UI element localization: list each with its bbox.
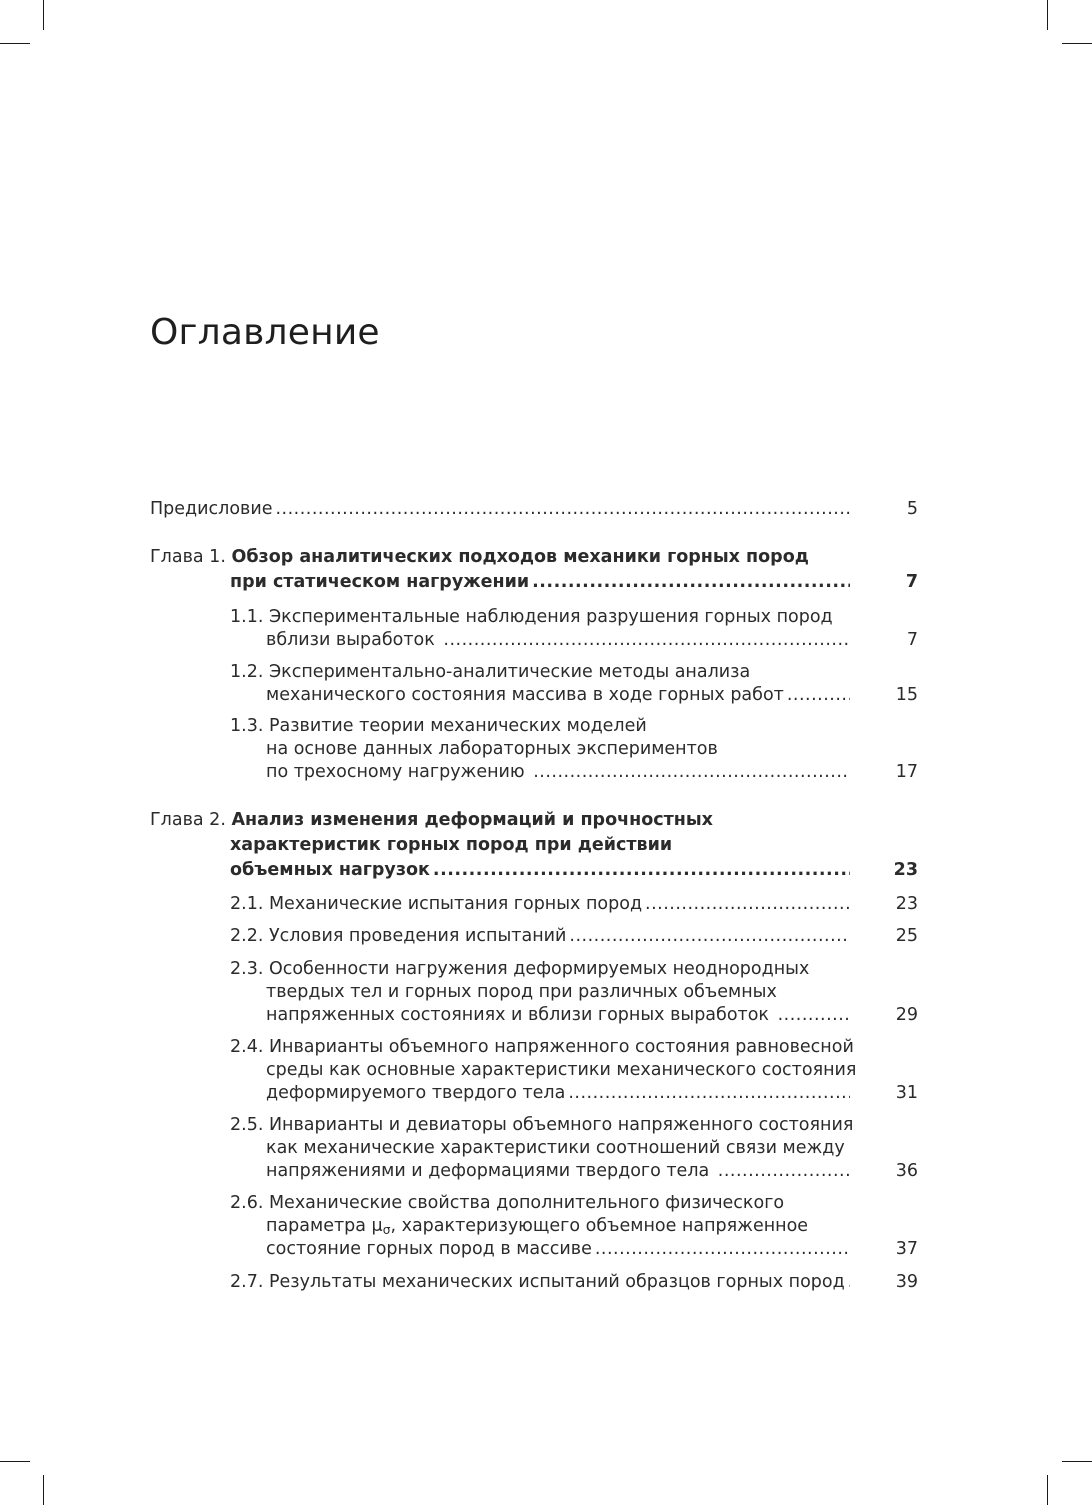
crop-mark <box>1047 0 1048 30</box>
chapter-prefix: Глава 2. <box>150 810 232 830</box>
toc-section-2-2[interactable] <box>230 925 850 948</box>
toc-page-number: 7 <box>906 630 918 650</box>
toc-entry-preface[interactable] <box>150 498 850 521</box>
toc-section-2-6-end[interactable] <box>266 1238 850 1261</box>
section-title: напряженных состояниях и вблизи горных выработок <box>266 1005 775 1025</box>
toc-leader-dots <box>645 893 850 916</box>
toc-entry-label: Предисловие <box>150 499 273 519</box>
chapter-prefix: Глава 1. <box>150 547 232 567</box>
chapter-title: при статическом нагружении <box>230 572 530 592</box>
toc-section-1-3-line2: на основе данных лабораторных экспериментов <box>266 739 718 759</box>
toc-page-number: 23 <box>893 860 918 880</box>
section-title: вблизи выработок <box>266 630 441 650</box>
toc-section-2-4[interactable]: 2.4. Инварианты объемного напряженного состояния равновесной <box>230 1037 854 1057</box>
toc-leader-dots <box>433 859 850 882</box>
toc-section-1-2[interactable]: 1.2. Экспериментально-аналитические методы анализа <box>230 662 751 682</box>
chapter-title: объемных нагрузок <box>230 860 430 880</box>
chapter-title: Анализ изменения деформаций и прочностных <box>231 810 713 830</box>
toc-leader-dots <box>532 571 850 594</box>
toc-section-1-1[interactable]: 1.1. Экспериментальные наблюдения разрушения горных пород <box>230 607 833 627</box>
toc-leader-dots <box>778 1004 850 1027</box>
toc-page-number: 7 <box>905 572 918 592</box>
toc-leader-dots <box>569 925 850 948</box>
section-title: по трехосному нагружению <box>266 762 531 782</box>
toc-leader-dots <box>848 1271 850 1294</box>
toc-leader-dots <box>787 684 850 707</box>
toc-leader-dots <box>533 761 850 784</box>
toc-section-1-2-end[interactable] <box>266 684 850 707</box>
toc-section-2-6[interactable]: 2.6. Механические свойства дополнительного физического <box>230 1193 785 1213</box>
section-title: 2.1. Механические испытания горных пород <box>230 894 643 914</box>
toc-section-2-5-line2: как механические характеристики соотношений связи между <box>266 1138 845 1158</box>
toc-chapter-2-heading-line2: характеристик горных пород при действии <box>230 835 673 855</box>
section-title: напряжениями и деформациями твердого тела <box>266 1161 715 1181</box>
sigma-subscript: σ <box>382 1223 391 1237</box>
section-title: 2.2. Условия проведения испытаний <box>230 926 567 946</box>
toc-section-2-3-end[interactable] <box>266 1004 850 1027</box>
toc-leader-dots <box>568 1082 850 1105</box>
toc-chapter-2-heading[interactable] <box>150 809 713 832</box>
toc-page-number: 17 <box>895 762 918 782</box>
crop-mark <box>0 43 30 44</box>
toc-leader-dots <box>595 1238 850 1261</box>
toc-page-number: 31 <box>895 1083 918 1103</box>
toc-chapter-1-heading-end[interactable] <box>230 571 850 594</box>
toc-section-1-3[interactable]: 1.3. Развитие теории механических моделей <box>230 716 647 736</box>
crop-mark <box>43 0 44 30</box>
section-title: 2.7. Результаты механических испытаний образцов горных пород <box>230 1272 845 1292</box>
toc-page-number: 23 <box>895 894 918 914</box>
section-title: механического состояния массива в ходе горных работ <box>266 685 784 705</box>
toc-page-number: 15 <box>895 685 918 705</box>
section-title: состояние горных пород в массиве <box>266 1239 592 1259</box>
toc-page-number: 29 <box>895 1005 918 1025</box>
toc-page-number: 37 <box>895 1239 918 1259</box>
section-title-part: параметра μ <box>266 1216 383 1236</box>
crop-mark <box>0 1461 30 1462</box>
toc-page-number: 39 <box>895 1272 918 1292</box>
toc-chapter-1-heading[interactable] <box>150 546 809 569</box>
crop-mark <box>43 1475 44 1505</box>
section-title: деформируемого твердого тела <box>266 1083 566 1103</box>
toc-page-number: 36 <box>895 1161 918 1181</box>
section-title-part: , характеризующего объемное напряженное <box>390 1216 809 1236</box>
crop-mark <box>1047 1475 1048 1505</box>
toc-section-2-5[interactable]: 2.5. Инварианты и девиаторы объемного напряженного состояния <box>230 1115 854 1135</box>
toc-leader-dots <box>275 498 850 521</box>
toc-section-2-4-end[interactable] <box>266 1082 850 1105</box>
toc-page-number: 5 <box>906 499 918 519</box>
toc-page-number: 25 <box>895 926 918 946</box>
toc-section-2-3[interactable]: 2.3. Особенности нагружения деформируемых неоднородных <box>230 959 810 979</box>
toc-leader-dots <box>718 1160 850 1183</box>
toc-section-1-3-end[interactable] <box>266 761 850 784</box>
crop-mark <box>1062 43 1092 44</box>
toc-section-2-4-line2: среды как основные характеристики механического состояния <box>266 1060 857 1080</box>
toc-section-2-5-end[interactable] <box>266 1160 850 1183</box>
toc-section-2-7[interactable] <box>230 1271 850 1294</box>
toc-section-2-3-line2: твердых тел и горных пород при различных объемных <box>266 982 777 1002</box>
crop-mark <box>1062 1461 1092 1462</box>
toc-chapter-2-heading-end[interactable] <box>230 859 850 882</box>
chapter-title: Обзор аналитических подходов механики горных пород <box>231 547 809 567</box>
toc-leader-dots <box>443 629 850 652</box>
toc-section-1-1-end[interactable] <box>266 629 850 652</box>
page-title: Оглавление <box>150 312 380 353</box>
toc-section-2-1[interactable] <box>230 893 850 916</box>
